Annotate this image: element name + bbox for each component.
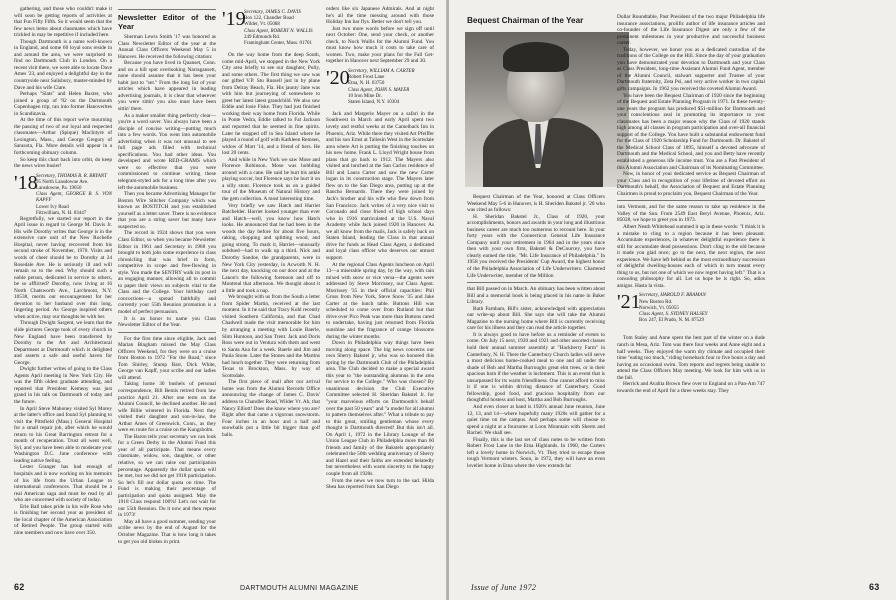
column-1 bbox=[14, 6, 112, 564]
paragraph: On the way home from the deep South, come mid-April, we stopped in the New York City area briefly to see our daughter, Polly, and some others. The first thing we saw was our gifted V.P. Stu Russell just in by plane from Delray Beach, Fla. His jaunty Jane was with him but journeying of somewhere to greet her latest latest grandchild. We also saw Eddie and Josie Fiske. They had just finished working their way home from Florida. While in Ponte Vedra, Eddie talked to Fat Jackson and reported that he seemed in fine spirits. Later he stopped off in Sea Island where he played a round of golf with Kathleen Remsen, widow of Mart '14, and a friend of hers. He lost 20 cents. bbox=[222, 52, 320, 157]
paragraph: The first piece of mail after our arrival home was from the Alumni Records Office announcing the change of James C. Davis' address to Chandler Road, Wilder Vt. Ah, that Nancy Elliott! Does she know where you are? Right after that came a vigorous snowstorm. Four inches in an hour and a half and snowballs put a little bit bigger than golf balls. bbox=[222, 379, 320, 438]
paragraph: into Vermont, and for the same reason to take up residence in the Valley of the Sun. From 2549 East Beryl Avenue, Phoenix, Ariz. 85028, we hope to greet you in 1973. bbox=[617, 204, 765, 224]
paragraph: It is always good to have before us a reminder of events to come. On July 15 next, 1920 and 1921 and other assorted classes hold their annual summer assembly at "Hackberry Farm" in Canterbury, N. H. There the Canterbury Church ladies will serve a most delicious home-cooked meal to one and all under the shade of Bob and Martha Burroughs great elm trees, or in their spacious barn if the weather is inclement. This is an event that is unsurpassed for its warm friendliness. One cannot afford to miss it if one is within driving distance of Canterbury. Good fellowship, good food, and gracious hospitality from our thoughtful hostess and host, Martha and Bob Burroughs. bbox=[467, 331, 605, 404]
paragraph: From the news we now turn to the sad. Hilda Shea has reported from San Diego bbox=[326, 477, 434, 491]
paragraph: Just two more words before we sign off until next October: One, send your check, or another check, to Nock Wallis for the Alumni Fund. You must know how much it costs to take care of women. Two, make your plans for the Fall Get-together in Hanover next September 29 and 30. bbox=[326, 25, 434, 65]
page-number-right: 63 bbox=[869, 582, 880, 592]
page-number-left: 62 bbox=[14, 582, 25, 592]
paragraph: And while in New York we saw Mose and Florence Robinson. Mose was hobbling around with a cane. He said he hurt his ankle playing soccer, but Florence says he hurt it on a silly stunt. Florence took us on a guided tour of the Museum of Natural History and the gem collection. A most interesting time. bbox=[222, 156, 320, 203]
paragraph: Very briefly we saw Hatch and Harriet Batchelder. Harriet looked younger than ever and Hatch—well, you know how Hatch looks. He announced that he had been in the woods the day before for about five hours, raking, chopping and splitting wood, and going strong. To mark it, Harriet—unusually subdued—had to walk up a third. Nick and Dorothy Sandoe, the grandparents, were in New York City yesterday, in Acworth N. H. the next day, knocking on our door and at the Lanon's the following forenoon and off to Montreal that afternoon. We thought about it a little and took a nap. bbox=[222, 202, 320, 294]
agent-address: Box 247, El Prado, N. M. 87529 bbox=[639, 318, 704, 324]
divider bbox=[118, 332, 216, 333]
paragraph: Then you became Advertising Manager for Boston Wire Stitcher Company which was known as BOSTITCH and you established yourself as a letter saver. There is no evidence that you are a string saver but many have suspected so. bbox=[118, 191, 216, 230]
paragraph: Dollar Roundtable, Past President of the two major Philadelphia life insurance associations, prolific author of life insurance articles and co-founder of the Life Insurance Digest are only a few of the prominent milestones in your productive and successful business career. bbox=[617, 14, 765, 47]
column-6 bbox=[617, 14, 765, 564]
paragraph: Perhaps "Slats" and Helen Baxter, who joined a group of '92 on the Dartmouth Copenhagen trip, ran into former Hanoverites in Scandinavia. bbox=[14, 91, 112, 117]
paragraph: Ruth Farnham, Bill's sister, acknowledged with appreciation our write-up about Bill. She says she will take the Alumni Magazine to the nursing home where Bill is currently receiving care for his illness and they can read the article together. bbox=[467, 305, 605, 332]
paragraph: Sherman Lewis Smith '17 was honored as Class Newsletter Editor of the year at the Annual Class Officers Weekend May 5 in Hanover. He received the following citation: bbox=[118, 34, 216, 60]
paragraph: H. Sheridan Bakstel Jr., Class of 1920, your accomplishments, honors and awards in your long and illustrious business career are much too numerous to recount here. In your forty years with the Connecticut General Life Insurance Company until your retirement in 1964 and in the years since then with your own firm, Bakstel & DeCourcey, you have clearly earned the title, "Mr. Life Insurance of Philadelphia." In 1958 you received the Presidents' Cup Award, the highest honor of the Philadelphia Association of Life Underwriters. Chartered Life Underwriter, member of the Million bbox=[467, 213, 605, 279]
class-year: '19 bbox=[222, 8, 246, 30]
paragraph: Jack and Margerie Mayer on a safari in the Southwest in March and early April spent two lovely and restful weeks at the Camelback Inn in Phoenix, Ariz. While there they visited Art Pfeiffer and his son Ernst at Taliesin West in the Scottsdale area where Art is putting the finishing touches on his new home. Frank L. Lloyd Wright house from plans that go back to 1912. The Mayers also visited and lunched at the San Carlos residence of Bill and Laura Carter and saw the new Carter logan in its construction stage. The Mayers later flew on to the San Diego area, putting up at the Rancho Bernardo. There they were joined by Jack's brother and his wife who flew down from San Francisco. Jack writes of a very nice visit to Coronado and close friend of high school days who in 1916 matriculated at the U.S. Naval Academy while Jack joined 1920 in Hanover. As we all know from the mails, Jack is safely back on Staten Island, leading the Class in that annual drive for funds as Head Class Agent, a dedicated and loyal class officer who deserves our utmost support. bbox=[326, 110, 434, 261]
article-title: Bequest Chairman of the Year bbox=[467, 16, 584, 25]
paragraph: At the regional Class Agents luncheon on April 13—a miserable spring day, by the way, with rain mixed with snow or vice versa—the agents were addressed by Steve Morrissey, our Class Agent. Morrissey '35 in their official capacities: Phil Gross from New York, Steve Snow '35 and Jake Carter at the lunch table. Buttons Hill was scheduled to come over from Rutland but that drive over Pico Peak was more than Buttons cared to undertake, having just returned from Florida sunshine and the fragrance of orange blossoms during the winter months. bbox=[326, 261, 434, 340]
class-officers bbox=[348, 69, 415, 106]
class-officers bbox=[639, 293, 708, 324]
secretary-city: Lansdowne, Pa. 19050 bbox=[36, 186, 82, 192]
secretary-label: Secretary, JAMES C. DAVIS bbox=[244, 10, 301, 15]
paragraph: For the first time since eligible, Jack and Marian Bingham missed the May Class Officers Weekend, for they were on a cruise from Boston to 1972 "For the Road," since Tom Shirley, Stump Barr, Dick White, George van Kapff, your scribe and our ladies will attend. bbox=[118, 335, 216, 381]
paragraph: orders like six Japanese Admirals. And at night he's all the time messing around with those Holiday Inn bar flys. Better we don't tell you. bbox=[326, 6, 434, 26]
paragraph: Albert Neath Whitehead summed it up in these words: "I think it is a mistake to cling to a region because it has been pleasant. Accumulate experiences, in whatever delightful experience there is still for accumulate dead possessions. Don't cling to the old because it made you glad once; go to the next, the next region, the next experience. We have left behind us the most extraordinary succession of delightful dwelling-houses each of which in turn meant every thing to us, but not one of which we now regret having left." That is a consoling philosophy for all. Let us hope he is right. So, adios amigos. Hasta la vista. bbox=[617, 223, 765, 289]
class-header-20 bbox=[326, 67, 434, 109]
agent-label: Class Agent, JOHN S. MAYER bbox=[348, 87, 410, 93]
paragraph: So keep this chart back into orbit, do keep the news wires busier! bbox=[14, 156, 112, 170]
column-3 bbox=[222, 6, 320, 564]
paragraph: Regretfully, we started our report in the April issue in regard to George M. Davis Jr. His wife Dorothy writes that George is in the extensive care unit of the New Rochelle Hospital, never having recovered from his second stroke of November, 1970. Visits and words of cheer should be to Dorothy at 24 Rosedale Ave. He is seriously ill and will remain so to the end. Why should such a noble person, dedicated in service to others, be so afflicted? Dorothy, now living at 16 North Chatsworth Ave., Larchmont, N.Y. 10538, merits our encouragement for her devotion to her husband over this long, lingering period. As George inspired others when active, may our thoughts be with her. bbox=[14, 215, 112, 320]
agent-address: 10 Iron Mine Dr. bbox=[348, 93, 382, 99]
paragraph: Lester Granger has had enough of hospitals and is now working on his memoirs of his life from the Urban League to international conferences. That should be a real American saga and must be read by all who are concerned with society of today. bbox=[14, 464, 112, 504]
column-2 bbox=[118, 6, 216, 564]
agent-address: 249 Edmunds Rd. bbox=[244, 34, 280, 40]
divider bbox=[617, 200, 765, 201]
agent-label: Class Agent, S. SYDNEY HALSEY bbox=[639, 312, 708, 318]
secretary-address: Box 122, Chandler Road bbox=[244, 16, 294, 22]
agent-label: Class Agent, GEORGE B. S. VON KAPFF bbox=[36, 192, 112, 204]
paragraph: that Bill passed on in March. An obituary has been written about Bill and a memorial book is being placed in his name in Baker Library. bbox=[467, 286, 605, 306]
right-page bbox=[449, 0, 896, 600]
paragraph: In April Steve Mahoney visited Syl Morey at the latter's office and found Syl planning to visit the Pittsfield (Mass.) General Hospital for a small repair job, after which he would return to his Great Barrington retreat for a month of recuperation. Trust all went well, Syl, and you have been able to moderate your Washington D.C. June conference with leading native feeling. bbox=[14, 405, 112, 464]
paragraph: Today, however, we honor you as a dedicated custodian of the traditions of the College on the Hill. Since the day of your graduation you have demonstrated your devotion to Dartmouth and your Class as Class President, long-time Assistant Alumni Fund Agent, member of the Alumni Council, stalwart supporter and Trustee of your Dartmouth fraternity, Zeta Psi, and very active worker in two capital gifts campaigns. In 1962 you received the coveted Alumni Award. bbox=[617, 46, 765, 93]
paragraph: gathering, and those who couldn't make it will soon be getting reports of activities at that Fun Fifty Fifth. So it would seem that the few news items about classmates which have trickled in may be repetitive if included here. bbox=[14, 6, 112, 39]
paragraph: Finally, this is the last set of class notes to be written from Robert Frost Lane in the Etna Highlands. In 1960, the Carters left a lovely home in Norwich, Vt. They tried to escape those tough Vermont winters. Soon, in 1972, they will have an even lovelier home in Etna where the view extends far bbox=[467, 436, 605, 469]
paragraph: You have been the Bequest Chairman of 1920 since the beginning of the Bequest and Estate Planning Program in 1971. In these twenty-one years the program has produced $51-million for Dartmouth and your conscientious zeal in promoting its importance to your classmates has been a major reason why the Class of 1920 stands high among all classes in program participation and over-all financial support of the College. You have built a substantial endowment fund for the Class of 1920 Scholarship Fund for Dartmouth. Dr. Bakstel of the Medical School Class of 1895, himself a devoted advocate of Dartmouth and the Medical School, and you and Betty have recently established a generous life income trust. You are a Past President of this Alumni Association and Chairman of its Nominating Committee. bbox=[617, 92, 765, 171]
secretary-address: 95 North Lansdowne Ave. bbox=[36, 179, 89, 185]
column-4 bbox=[326, 6, 434, 564]
paragraph: May all have a good summer, sending your scribe news by the end of August for the October Magazine. That is how long it takes to get you old blokes in print. bbox=[118, 518, 216, 545]
paragraph: Herrick and Avalita Brown flew over to England on a Pan-Am 747 towards the end of April for a three weeks stay. They bbox=[617, 381, 765, 394]
paragraph: Though Dartmouth is a name well-known in England, and some 60 loyal sons reside in and around the area, we were surprised to find no Dartmouth Club in London. On a recent visit there, we were able to locate Dave Ames '23, and enjoyed a delightful day in the countryside near Salisbury, master-minded by Dave and his wife Clare. bbox=[14, 38, 112, 91]
paragraph: Down in Philadelphia way things have been moving along space. The big news concerns our own Sherry Bakstel jr, who was so honored this spring by the Dartmouth Club of the Philadelphia area. The Club decided to make a special award this year to "the outstanding alumnus in the area for service to the College." Who was chosen? By unanimous decision the Club Executive Committee selected H. Sheridan Bakstel Jr. for "your marvelous efforts on Dartmouth's behalf over the past 50 years" and "a model for all alumni to pattern themselves after." What a tribute to pay to this great, smiling gentleman whose every thought is Dartmouth directed! But this isn't all. On April 1, 1972 in the Library Lounge of the Union League Club in Philadelphia more than 60 friends and family of the Bakstels appropriately celebrated the 50th wedding anniversary of Sherry and Hazel and their faiths are extended belatedly but nevertheless with warm sincerity to the happy couple from all 1920s. bbox=[326, 340, 434, 477]
secretary-label: Secretary, WILLIAM A. CARTER bbox=[348, 68, 415, 74]
article-title: Newsletter Editor of the Year bbox=[118, 13, 216, 31]
secretary-city: Norwich, Vt. 05055 bbox=[639, 305, 679, 311]
agent-address: Lower Ivy Road bbox=[36, 204, 69, 210]
class-year: '21 bbox=[617, 291, 641, 314]
paragraph: Tom Staley and Anne spent the best part of the winter on a dude ranch in Mesa, Ariz. Tom was there four weeks and Anne eight and a half weeks. They enjoyed the warm dry climate and occupied their time "eating too much," riding horseback four to five hours a day and having an occasional swim. Tom reports and regrets being unable to attend the Class Officers May meeting. We look for him with us in the fall. bbox=[617, 335, 765, 381]
secretary-address: New Boston Rd. bbox=[639, 299, 673, 305]
class-officers bbox=[36, 174, 112, 217]
class-officers bbox=[244, 10, 313, 47]
magazine-title-footer: DARTMOUTH ALUMNI MAGAZINE bbox=[240, 585, 359, 592]
portrait-photo bbox=[465, 32, 629, 187]
column-5 bbox=[467, 194, 605, 564]
agent-city: Framingham Center, Mass. 01701 bbox=[244, 41, 312, 47]
secretary-city: Wilder, Vt. 05088 bbox=[244, 22, 280, 28]
paragraph: Erle Ball takes pride in his wife Rose who is finishing her second year as president of the local chapter of the American Association of Retired People. The group started with nine members and now have over 350. bbox=[14, 503, 112, 536]
class-year: '20 bbox=[326, 66, 350, 89]
agent-city: Fitzwilliam, N. H. 03447 bbox=[36, 210, 87, 216]
agent-label: Class Agent, ROBERT N. WALLIS bbox=[244, 28, 313, 34]
secretary-city: Etna, N. H. 03750 bbox=[348, 81, 385, 87]
paragraph: It is an honor to name you Class Newsletter Editor of the Year. bbox=[118, 315, 216, 329]
paragraph: And even closer at hand is 1920's annual June reunion, June 12, 13, and 14—where hopefully many 1920s will gather for a quiet time on the campus. And perhaps some will choose to spend a night at a foursome at Loon Mountain with Sherm and Rachel. We shall see. bbox=[467, 403, 605, 437]
paragraph: The Baron tells your secretary we can look for a Green Derby in the Alumni Fund this year of all participate. That means every classmate, widow, son, daughter, or other relative, so we can raise our participation percentage. Apparently the dollar quota will be met, but we did not get 1918 participation. So let's fill our dollar quota on time. The Fund is making their percentage of participation and quota assigned. May the 1918 Class respond 100%! Let's not wait for our 55th Reunion. Do it now and then repeat in 1973! bbox=[118, 433, 216, 519]
paragraph: At the time of this report we're mourning the passing of two of our loyal and respected classmates—Arthur (Spique) MacIntyre of Lexington, Mass., and George Gregory of Sarasota, Fla. More details will appear in a forthcoming obituary column. bbox=[14, 117, 112, 157]
class-header-18 bbox=[14, 172, 112, 214]
class-header-21 bbox=[617, 291, 765, 333]
secretary-label: Secretary, THOMAS B. R. BRYANT bbox=[36, 173, 107, 179]
paragraph: Bequest Chairman of the Year, honored at Class Officers Weekend May 5-6 in Hanover, is H. Sheriden Bakstel jr. '20 who was cited as follows: bbox=[467, 194, 605, 214]
paragraph: We brought with us from the South a letter from Spider Martin, received at the last moment. In it he said that Tracy Kohl recently visited Southern California, and that Chad Chadwell made the visit memorable for him by arranging a meeting with Louie Baerle, Slim Huntoon, and San Trent. Jack and Doris Ross were out in Ventura with them and went to Santa Ana for a week. Baerle and Jim and Paula Stone. Later the Stones and the Martins had lunch together. They were returning from Texas to Brockton, Mass. by way of Scottsdale. bbox=[222, 294, 320, 379]
paragraph: The record in 1924 shows that you were Class Editor, so when you became Newsletter Editor in 1961 and Secretary in 1968 you brought to both jobs some experience in class chronicling that was brief in form, competitive in scope and free-flowing in style. You made the SENTRY walk its post in an engaging manner, allowing all to commit to paper their views on subjects vital to the Class and the College. Your birthday card concoctions—a spread faithfully and currently your 55th Reunion promotion is a model of perfect persuasion. bbox=[118, 230, 216, 315]
secretary-address: Robert Frost Lane bbox=[348, 75, 385, 81]
agent-city: Staten Island, N.Y. 10304 bbox=[348, 99, 400, 105]
paragraph: Now, in honor of your dedicated service as Bequest Chairman of your Class and in recognition of your lifetime of devoted effort on Dartmouth's behalf, the Association of Bequest and Estate Planning Chairmen is proud to proclaim you, Bequest Chairman of the Year. bbox=[617, 171, 765, 197]
secretary-label: Secretary, HAROLD F. BRAMAN bbox=[639, 293, 706, 299]
paragraph: As a maker smaller thing perfectly clear—you're a word saver. You always have been a disciple of concise writing—putting much into a few words. You went into automobile advertising when it was not unusual to see full page ads filled with technical specifications. You had other ideas. You developed and wrote RED-GRAMS which were so effective that you were commissioned to continue writing these telegram-styled ads for a long time after you left the automobile business. bbox=[118, 112, 216, 191]
paragraph: Because you have lived in Quanset, Conn. and on a hill spot overlooking Narragansett, none should assume that it has been your habit just to "set." From the long list of your articles which have appeared in leading advertising journals, it is clear that wherever you were sittin' you also must have been sittin' there. bbox=[118, 60, 216, 113]
class-year: '18 bbox=[14, 171, 38, 194]
class-header-19 bbox=[222, 8, 320, 50]
paragraph: Through Dwight Sargent, we learn that the slide pictures George took of every church in New England have been transferred by Dorothy to the Art and Architectural Department at Dartmouth which is delighted and asserts a safe and useful haven for George. bbox=[14, 320, 112, 366]
paragraph: Taking home 30 bushels of personal correspondence, Bill Bemis retired from law practice April 21. After one term on the Alumni Council, he declined another. He and wife Billie wintered in Florida. Next they visited their daughter and son-in-law, the Arthur Ames of Greenwich, Conn., as they were en route for a cruise on the Kungsholm. bbox=[118, 381, 216, 434]
divider bbox=[467, 282, 605, 283]
issue-date-footer: Issue of June 1972 bbox=[471, 583, 537, 592]
photo-hair bbox=[503, 42, 569, 72]
divider bbox=[118, 9, 216, 10]
left-page bbox=[0, 0, 447, 600]
paragraph: Dwight further writes of going to the Class Agents April meeting in New York City. He was the fifth oldest graduate attending, and reported that President Kemeny was just grand in his talk on Dartmouth of today and the future. bbox=[14, 366, 112, 405]
